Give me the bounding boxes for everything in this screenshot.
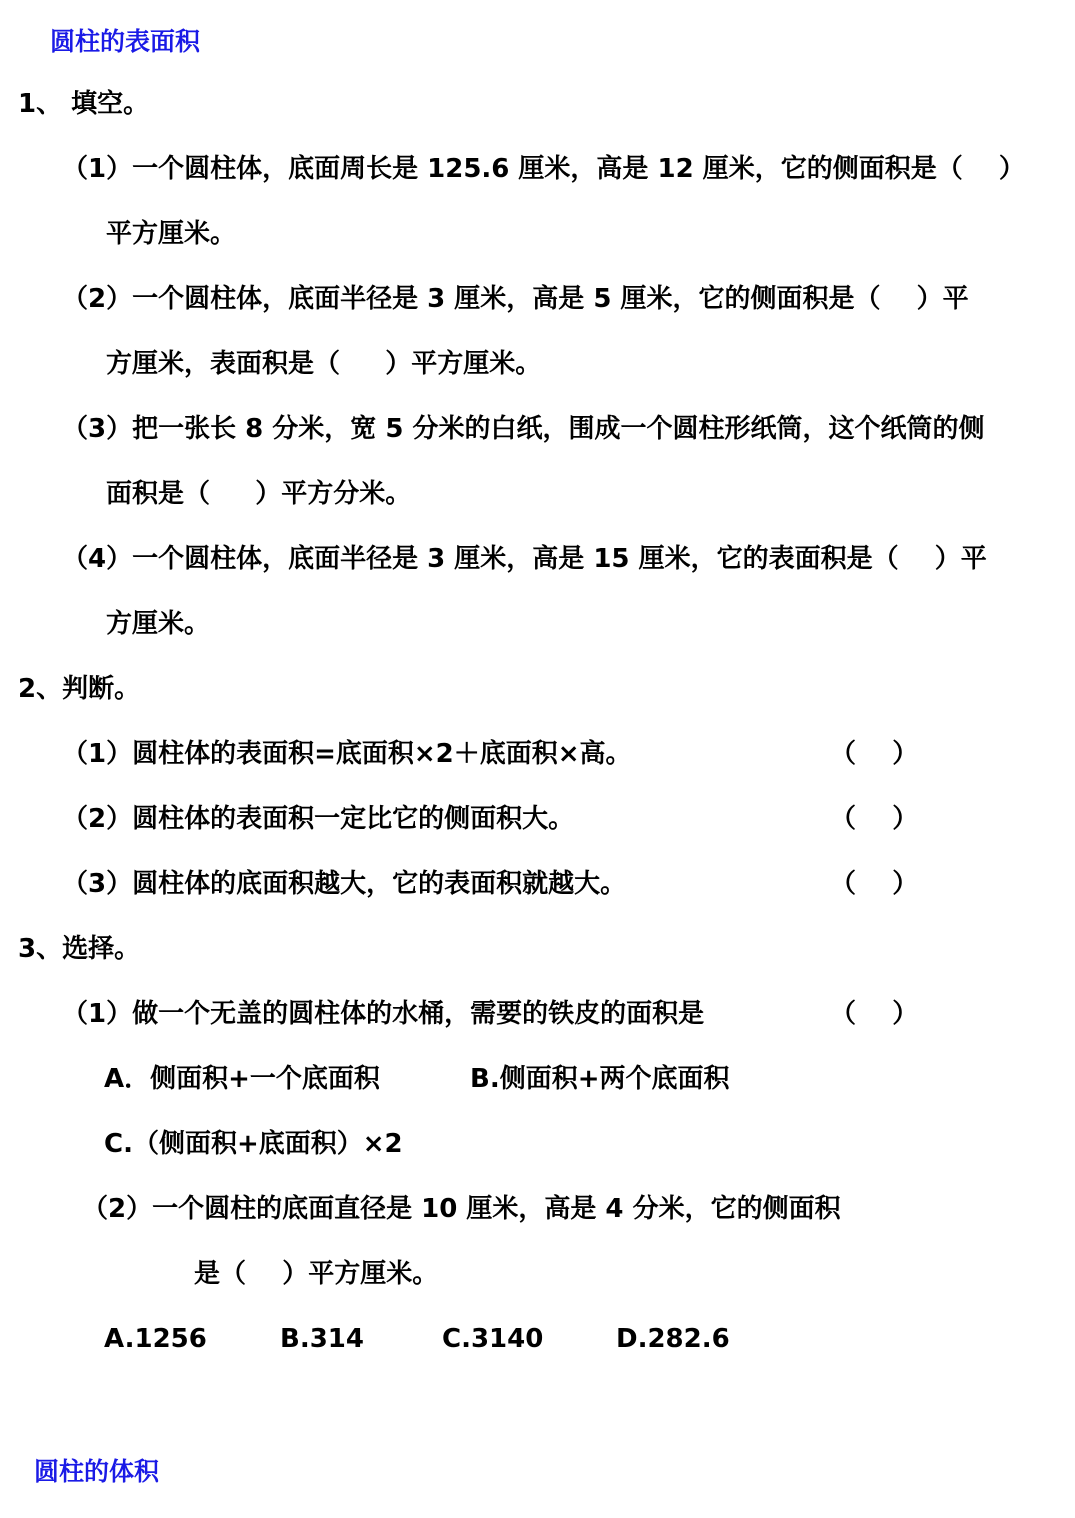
judge-item-3: （3）圆柱体的底面积越大，它的表面积就越大。 (62, 869, 627, 899)
judge-item-2: （2）圆柱体的表面积一定比它的侧面积大。 (62, 804, 575, 834)
fill-item-1-line-2: 平方厘米。 (106, 219, 237, 249)
question-3-heading: 3、选择。 (18, 934, 141, 964)
judge-item-1: （1）圆柱体的表面积=底面积×2＋底面积×高。 (62, 739, 632, 769)
judge-answer-paren-2: （ ） (830, 804, 919, 834)
choice-2-option-c: C.3140 (442, 1324, 544, 1354)
fill-item-2-line-1: （2）一个圆柱体，底面半径是 3 厘米，高是 5 厘米，它的侧面积是（ ）平 (62, 284, 969, 314)
fill-item-4-line-1: （4）一个圆柱体，底面半径是 3 厘米，高是 15 厘米，它的表面积是（ ）平 (62, 544, 987, 574)
choice-1-option-c: C.（侧面积+底面积）×2 (104, 1129, 403, 1159)
judge-answer-paren-3: （ ） (830, 869, 919, 899)
choice-item-2-continuation: 是（ ）平方厘米。 (194, 1259, 439, 1289)
fill-item-2-line-2: 方厘米，表面积是（ ）平方厘米。 (106, 349, 542, 379)
choice-2-option-a: A.1256 (104, 1324, 207, 1354)
question-1-heading: 1、 填空。 (18, 89, 150, 119)
choice-2-option-b: B.314 (280, 1324, 364, 1354)
section-title: 圆柱的表面积 (50, 27, 201, 56)
fill-item-4-line-2: 方厘米。 (106, 609, 211, 639)
question-2-heading: 2、判断。 (18, 674, 141, 704)
fill-item-1-line-1: （1）一个圆柱体，底面周长是 125.6 厘米，高是 12 厘米，它的侧面积是（ ） (62, 154, 1025, 184)
judge-answer-paren-1: （ ） (830, 739, 919, 769)
choice-answer-paren-1: （ ） (830, 999, 919, 1029)
choice-item-1: （1）做一个无盖的圆柱体的水桶，需要的铁皮的面积是 (62, 999, 705, 1029)
fill-item-3-line-1: （3）把一张长 8 分米，宽 5 分米的白纸，围成一个圆柱形纸筒，这个纸筒的侧 (62, 414, 985, 444)
fill-item-3-line-2: 面积是（ ）平方分米。 (106, 479, 412, 509)
choice-2-option-d: D.282.6 (616, 1324, 730, 1354)
section-2-title: 圆柱的体积 (34, 1457, 160, 1486)
choice-1-option-a: A．侧面积+一个底面积 (104, 1064, 380, 1094)
choice-1-option-b: B.侧面积+两个底面积 (470, 1064, 730, 1094)
choice-item-2: （2）一个圆柱的底面直径是 10 厘米，高是 4 分米，它的侧面积 (82, 1194, 841, 1224)
